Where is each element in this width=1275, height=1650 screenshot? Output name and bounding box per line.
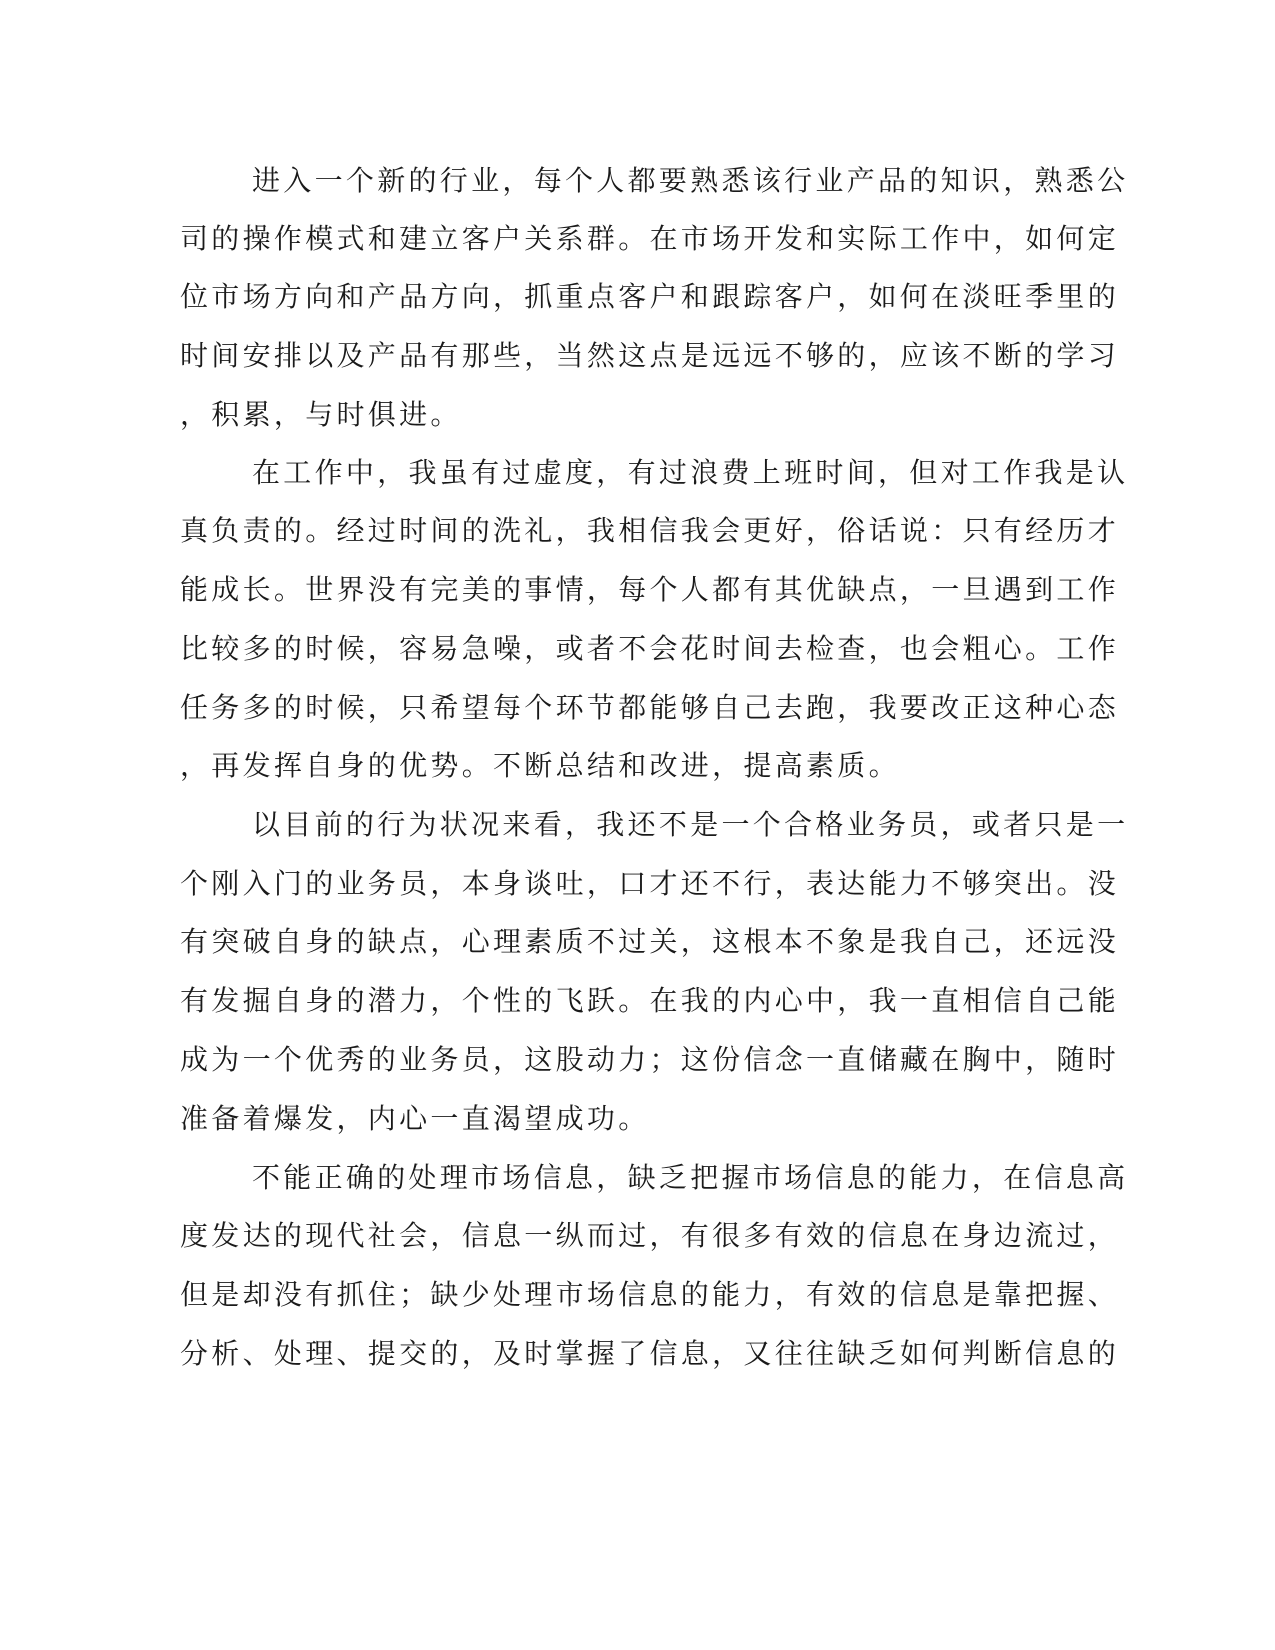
paragraph-2-line-4: 比较多的时候，容易急噪，或者不会花时间去检查，也会粗心。工作	[180, 632, 1120, 665]
paragraph-1-line-4: 时间安排以及产品有那些，当然这点是远远不够的，应该不断的学习	[180, 339, 1120, 372]
paragraph-4-line-3: 但是却没有抓住；缺少处理市场信息的能力，有效的信息是靠把握、	[180, 1278, 1120, 1311]
paragraph-3-line-5: 成为一个优秀的业务员，这股动力；这份信念一直储藏在胸中，随时	[180, 1043, 1120, 1076]
paragraph-1-line-3: 位市场方向和产品方向，抓重点客户和跟踪客户，如何在淡旺季里的	[180, 280, 1120, 313]
paragraph-1-line-2: 司的操作模式和建立客户关系群。在市场开发和实际工作中，如何定	[180, 222, 1120, 255]
paragraph-3-line-6: 准备着爆发，内心一直渴望成功。	[180, 1102, 650, 1135]
paragraph-2-line-3: 能成长。世界没有完美的事情，每个人都有其优缺点，一旦遇到工作	[180, 573, 1120, 606]
paragraph-2-line-5: 任务多的时候，只希望每个环节都能够自己去跑，我要改正这种心态	[180, 691, 1120, 724]
paragraph-2-line-6: ，再发挥自身的优势。不断总结和改进，提高素质。	[180, 749, 900, 782]
paragraph-4-line-4: 分析、处理、提交的，及时掌握了信息，又往往缺乏如何判断信息的	[180, 1337, 1120, 1370]
paragraph-3-line-3: 有突破自身的缺点，心理素质不过关，这根本不象是我自己，还远没	[180, 925, 1120, 958]
paragraph-1-line-5: ，积累，与时俱进。	[180, 398, 462, 431]
paragraph-4-line-2: 度发达的现代社会，信息一纵而过，有很多有效的信息在身边流过，	[180, 1219, 1120, 1252]
paragraph-2-line-2: 真负责的。经过时间的洗礼，我相信我会更好，俗话说：只有经历才	[180, 514, 1120, 547]
paragraph-1-line-1: 进入一个新的行业，每个人都要熟悉该行业产品的知识，熟悉公	[252, 164, 1129, 197]
paragraph-3-line-1: 以目前的行为状况来看，我还不是一个合格业务员，或者只是一	[252, 808, 1129, 841]
paragraph-3-line-2: 个刚入门的业务员，本身谈吐，口才还不行，表达能力不够突出。没	[180, 867, 1120, 900]
paragraph-4-line-1: 不能正确的处理市场信息，缺乏把握市场信息的能力，在信息高	[252, 1161, 1129, 1194]
paragraph-2-line-1: 在工作中，我虽有过虚度，有过浪费上班时间，但对工作我是认	[252, 456, 1129, 489]
paragraph-3-line-4: 有发掘自身的潜力，个性的飞跃。在我的内心中，我一直相信自己能	[180, 984, 1120, 1017]
